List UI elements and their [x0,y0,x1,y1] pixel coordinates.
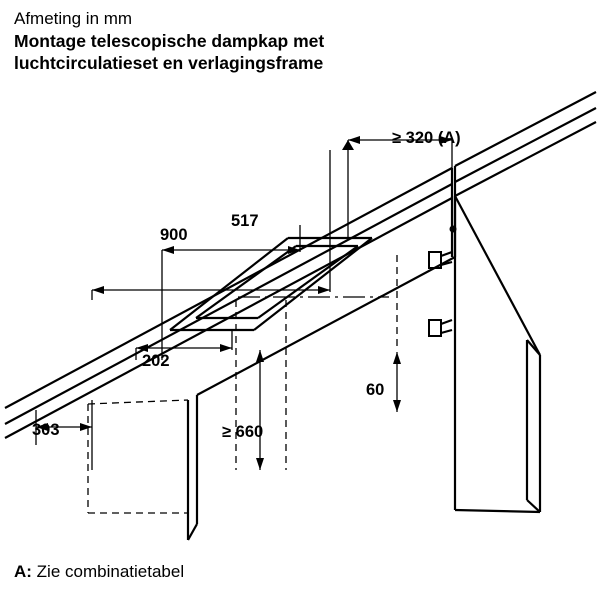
arrow-900-right [318,286,330,294]
door-hinge-upper-arm [441,252,452,256]
arrow-202-right [220,344,232,352]
arrow-320-down [342,140,354,150]
arrow-660-bottom [256,458,264,470]
wall-band-top-right [455,92,596,166]
unit-note: Afmeting in mm [14,9,133,28]
arrow-900-left [92,286,104,294]
wall-band-top-edge [5,168,452,408]
door-hinge-lower-arm2 [441,330,452,333]
page-title-line2: luchtcirculatieset en verlagingsframe [14,53,324,73]
door-bottom-bevel [527,500,540,512]
dimension-label-60: 60 [366,381,385,399]
arrow-60-bottom [393,400,401,412]
dimension-label-900: 900 [160,226,188,244]
footnote-text: Zie combinatietabel [31,562,185,581]
page-title-line1: Montage telescopische dampkap met [14,31,325,51]
footnote-prefix: A: [14,562,32,581]
wall-band-third-right [455,122,596,196]
arrow-303-right [80,423,92,431]
cabinet-left-front-bottom [188,524,197,540]
dimension-label-517: 517 [231,212,259,230]
footnote [14,561,184,583]
wall-band-second-right [455,108,596,182]
dimension-label-303: 303 [32,421,60,439]
arrow-320-left [348,136,360,144]
door-pivot-dot [450,226,457,233]
wall-band-second-edge [5,184,452,424]
arrow-517-left [162,246,174,254]
hood-inner-left [196,246,296,318]
dimension-label-202: 202 [142,352,170,370]
arrow-60-top [393,352,401,364]
hood-inner-right [258,246,358,318]
door-hinge-lower-arm [441,320,452,324]
door-bottom-edge [455,510,540,512]
door-top-left-edge [455,196,540,355]
dimension-label-320: ≥ 320 (A) [392,129,461,147]
dimension-label-660: ≥ 660 [222,423,264,441]
hidden-line-top [88,400,188,404]
door-hinge-lower [429,320,441,336]
arrow-660-top [256,350,264,362]
